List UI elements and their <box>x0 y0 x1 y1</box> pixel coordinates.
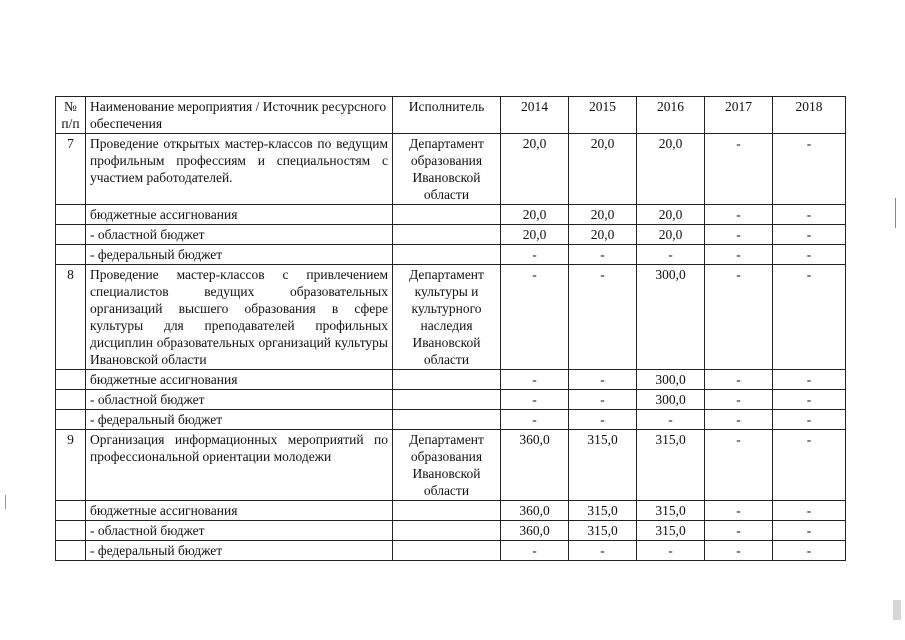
value-2015: - <box>569 245 637 265</box>
value-2014: - <box>501 265 569 370</box>
table-row <box>56 245 846 265</box>
empty-cell <box>393 245 501 265</box>
value-2017: - <box>705 390 773 410</box>
value-2014: 20,0 <box>501 205 569 225</box>
value-2017: - <box>705 205 773 225</box>
executor: Департамент культуры и культурного наследия Ивановской области <box>393 265 501 370</box>
value-2016: - <box>637 410 705 430</box>
empty-cell <box>393 521 501 541</box>
table-row <box>56 225 846 245</box>
table-header-row <box>56 97 846 134</box>
table-row <box>56 410 846 430</box>
empty-cell <box>56 205 86 225</box>
value-2014: 360,0 <box>501 430 569 501</box>
value-2018: - <box>773 410 846 430</box>
value-2014: 360,0 <box>501 521 569 541</box>
value-2017: - <box>705 265 773 370</box>
value-2016: - <box>637 541 705 561</box>
value-2014: 20,0 <box>501 134 569 205</box>
empty-cell <box>393 205 501 225</box>
value-2018: - <box>773 205 846 225</box>
header-year-2015: 2015 <box>569 97 637 134</box>
value-2017: - <box>705 521 773 541</box>
value-2016: 315,0 <box>637 501 705 521</box>
header-name: Наименование мероприятия / Источник ресурсного обеспечения <box>86 97 393 134</box>
value-2016: 300,0 <box>637 265 705 370</box>
table-row <box>56 501 846 521</box>
executor: Департамент образования Ивановской области <box>393 134 501 205</box>
value-2015: 20,0 <box>569 225 637 245</box>
value-2015: 315,0 <box>569 430 637 501</box>
value-2016: 20,0 <box>637 225 705 245</box>
source-label: - федеральный бюджет <box>86 245 393 265</box>
empty-cell <box>56 245 86 265</box>
value-2017: - <box>705 430 773 501</box>
empty-cell <box>56 521 86 541</box>
value-2015: - <box>569 410 637 430</box>
table-row <box>56 390 846 410</box>
source-label: - федеральный бюджет <box>86 410 393 430</box>
table-row <box>56 134 846 205</box>
value-2018: - <box>773 390 846 410</box>
source-label: - областной бюджет <box>86 225 393 245</box>
header-executor: Исполнитель <box>393 97 501 134</box>
value-2018: - <box>773 225 846 245</box>
empty-cell <box>56 501 86 521</box>
source-label: бюджетные ассигнования <box>86 501 393 521</box>
value-2018: - <box>773 370 846 390</box>
value-2017: - <box>705 134 773 205</box>
value-2018: - <box>773 430 846 501</box>
table-row <box>56 265 846 370</box>
value-2015: - <box>569 370 637 390</box>
value-2017: - <box>705 501 773 521</box>
row-num: 9 <box>56 430 86 501</box>
empty-cell <box>393 225 501 245</box>
value-2015: - <box>569 541 637 561</box>
empty-cell <box>393 410 501 430</box>
value-2018: - <box>773 265 846 370</box>
header-year-2017: 2017 <box>705 97 773 134</box>
value-2014: - <box>501 245 569 265</box>
activities-budget-table <box>55 96 846 561</box>
value-2014: - <box>501 541 569 561</box>
source-label: - федеральный бюджет <box>86 541 393 561</box>
executor: Департамент образования Ивановской области <box>393 430 501 501</box>
value-2015: 20,0 <box>569 134 637 205</box>
row-num: 8 <box>56 265 86 370</box>
table-row <box>56 205 846 225</box>
value-2016: 315,0 <box>637 430 705 501</box>
activity-name: Организация информационных мероприятий по профессиональной ориентации молодежи <box>86 430 393 501</box>
source-label: - областной бюджет <box>86 390 393 410</box>
empty-cell <box>56 410 86 430</box>
empty-cell <box>393 390 501 410</box>
value-2018: - <box>773 501 846 521</box>
activity-name: Проведение мастер-классов с привлечением специалистов ведущих образовательных организаций высшего образования в сфере культуры для преподавателей профильных дисциплин образовательных организаций культуры Ивановской области <box>86 265 393 370</box>
header-year-2014: 2014 <box>501 97 569 134</box>
value-2014: 360,0 <box>501 501 569 521</box>
activity-name: Проведение открытых мастер-классов по ведущим профильным профессиям и специальностям с участием работодателей. <box>86 134 393 205</box>
value-2016: 20,0 <box>637 205 705 225</box>
header-num: № п/п <box>56 97 86 134</box>
table-row <box>56 430 846 501</box>
value-2016: 300,0 <box>637 370 705 390</box>
value-2015: - <box>569 390 637 410</box>
empty-cell <box>56 541 86 561</box>
value-2018: - <box>773 134 846 205</box>
value-2017: - <box>705 245 773 265</box>
value-2018: - <box>773 521 846 541</box>
value-2016: 300,0 <box>637 390 705 410</box>
value-2014: 20,0 <box>501 225 569 245</box>
value-2017: - <box>705 370 773 390</box>
value-2015: 315,0 <box>569 501 637 521</box>
value-2018: - <box>773 245 846 265</box>
empty-cell <box>56 390 86 410</box>
value-2016: - <box>637 245 705 265</box>
value-2014: - <box>501 390 569 410</box>
table-row <box>56 521 846 541</box>
value-2017: - <box>705 410 773 430</box>
value-2015: 315,0 <box>569 521 637 541</box>
scan-mark-right <box>893 600 901 620</box>
source-label: бюджетные ассигнования <box>86 205 393 225</box>
empty-cell <box>393 370 501 390</box>
empty-cell <box>393 541 501 561</box>
value-2015: - <box>569 265 637 370</box>
value-2018: - <box>773 541 846 561</box>
empty-cell <box>56 370 86 390</box>
value-2016: 315,0 <box>637 521 705 541</box>
header-year-2018: 2018 <box>773 97 846 134</box>
source-label: бюджетные ассигнования <box>86 370 393 390</box>
source-label: - областной бюджет <box>86 521 393 541</box>
row-num: 7 <box>56 134 86 205</box>
scan-mark-top <box>895 198 896 228</box>
empty-cell <box>56 225 86 245</box>
value-2015: 20,0 <box>569 205 637 225</box>
value-2016: 20,0 <box>637 134 705 205</box>
value-2017: - <box>705 541 773 561</box>
value-2014: - <box>501 370 569 390</box>
empty-cell <box>393 501 501 521</box>
table-row <box>56 370 846 390</box>
value-2014: - <box>501 410 569 430</box>
header-year-2016: 2016 <box>637 97 705 134</box>
value-2017: - <box>705 225 773 245</box>
table-row <box>56 541 846 561</box>
scan-mark-left <box>5 495 6 509</box>
